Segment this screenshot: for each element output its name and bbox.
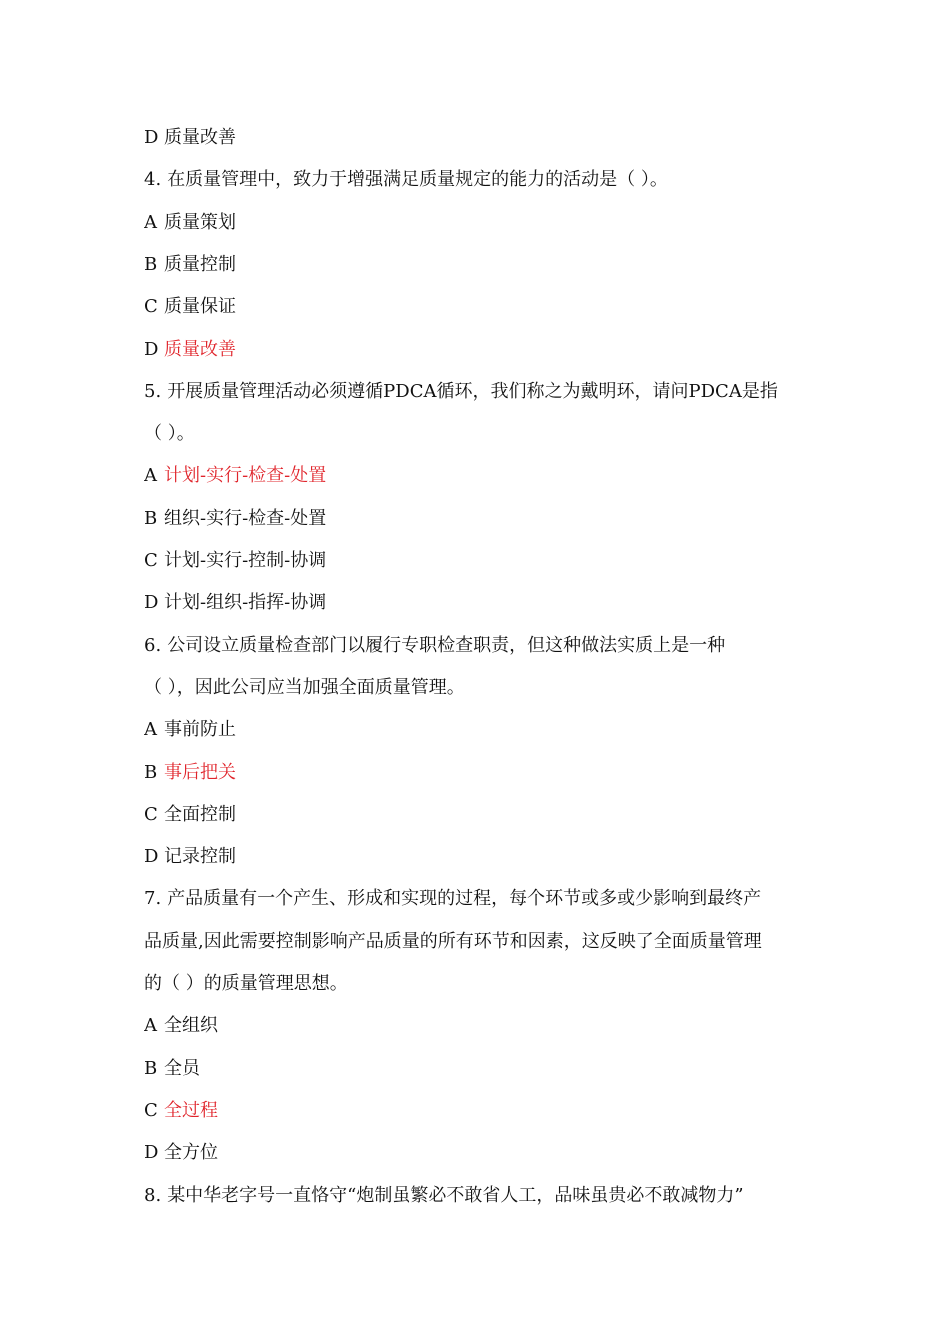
option-text-correct: 质量改善 [164, 338, 236, 360]
question-text: 某中华老字号一直恪守“炮制虽繁必不敢省人工，品味虽贵必不敢减物力” [167, 1184, 744, 1206]
option-text: 全组织 [164, 1015, 218, 1037]
option-text: 组织-实行-检查-处置 [164, 507, 327, 529]
option-text: 全员 [164, 1057, 200, 1079]
option-letter: A [144, 465, 157, 487]
option-letter: C [144, 1099, 158, 1121]
answer-option [144, 208, 814, 238]
option-text: 全面控制 [164, 803, 236, 825]
option-text: 计划-组织-指挥-协调 [164, 592, 327, 614]
question-text: 在质量管理中，致力于增强满足质量规定的能力的活动是（ ）。 [167, 169, 668, 191]
option-letter: A [144, 211, 157, 233]
answer-option [144, 1138, 814, 1168]
answer-option [144, 1011, 814, 1041]
option-text: 记录控制 [164, 846, 236, 868]
question-number: 5. [144, 380, 162, 402]
answer-option [144, 123, 814, 153]
option-letter: D [144, 846, 159, 868]
question-continuation: （ ），因此公司应当加强全面质量管理。 [144, 676, 465, 698]
option-letter: D [144, 592, 159, 614]
answer-option [144, 842, 814, 872]
option-text-correct: 计划-实行-检查-处置 [164, 465, 327, 487]
question-line [144, 1181, 814, 1211]
option-letter: D [144, 127, 159, 148]
answer-option [144, 1054, 814, 1084]
question-number: 7. [144, 888, 162, 910]
answer-option [144, 1096, 814, 1126]
answer-option [144, 335, 814, 365]
option-letter: D [144, 338, 159, 360]
option-text: 质量保证 [164, 296, 236, 318]
question-text: 开展质量管理活动必须遵循PDCA循环，我们称之为戴明环，请问PDCA是指 [167, 380, 778, 402]
question-line [144, 884, 814, 914]
answer-option [144, 461, 814, 491]
option-letter: A [144, 719, 157, 741]
answer-option [144, 758, 814, 788]
option-letter: B [144, 1057, 158, 1079]
option-text: 事前防止 [164, 719, 236, 741]
option-letter: B [144, 507, 158, 529]
question-number: 6. [144, 634, 162, 656]
answer-option [144, 292, 814, 322]
answer-option [144, 250, 814, 280]
question-continuation: 品质量,因此需要控制影响产品质量的所有环节和因素，这反映了全面质量管理 [144, 930, 762, 952]
answer-option [144, 546, 814, 576]
option-text-correct: 全过程 [164, 1099, 218, 1121]
answer-option [144, 588, 814, 618]
option-letter: B [144, 253, 158, 275]
question-line [144, 377, 814, 407]
question-line [144, 165, 814, 195]
option-letter: D [144, 1142, 159, 1164]
answer-option [144, 800, 814, 830]
option-letter: B [144, 761, 158, 783]
question-continuation: 的（ ）的质量管理思想。 [144, 973, 348, 994]
option-letter: A [144, 1015, 157, 1037]
option-text: 质量控制 [164, 253, 236, 275]
question-number: 8. [144, 1184, 162, 1206]
option-text-correct: 事后把关 [164, 761, 236, 783]
question-text: 产品质量有一个产生、形成和实现的过程，每个环节或多或少影响到最终产 [167, 888, 762, 910]
option-letter: C [144, 803, 158, 825]
option-text: 质量改善 [164, 127, 236, 148]
option-text: 质量策划 [164, 211, 236, 233]
question-line [144, 631, 814, 661]
option-letter: C [144, 550, 158, 571]
question-text: 公司设立质量检查部门以履行专职检查职责，但这种做法实质上是一种 [167, 634, 726, 656]
option-letter: C [144, 296, 158, 318]
answer-option [144, 504, 814, 534]
question-number: 4. [144, 169, 162, 191]
option-text: 计划-实行-控制-协调 [164, 550, 327, 571]
answer-option [144, 715, 814, 745]
option-text: 全方位 [164, 1142, 218, 1164]
question-continuation: （ ）。 [144, 423, 195, 445]
